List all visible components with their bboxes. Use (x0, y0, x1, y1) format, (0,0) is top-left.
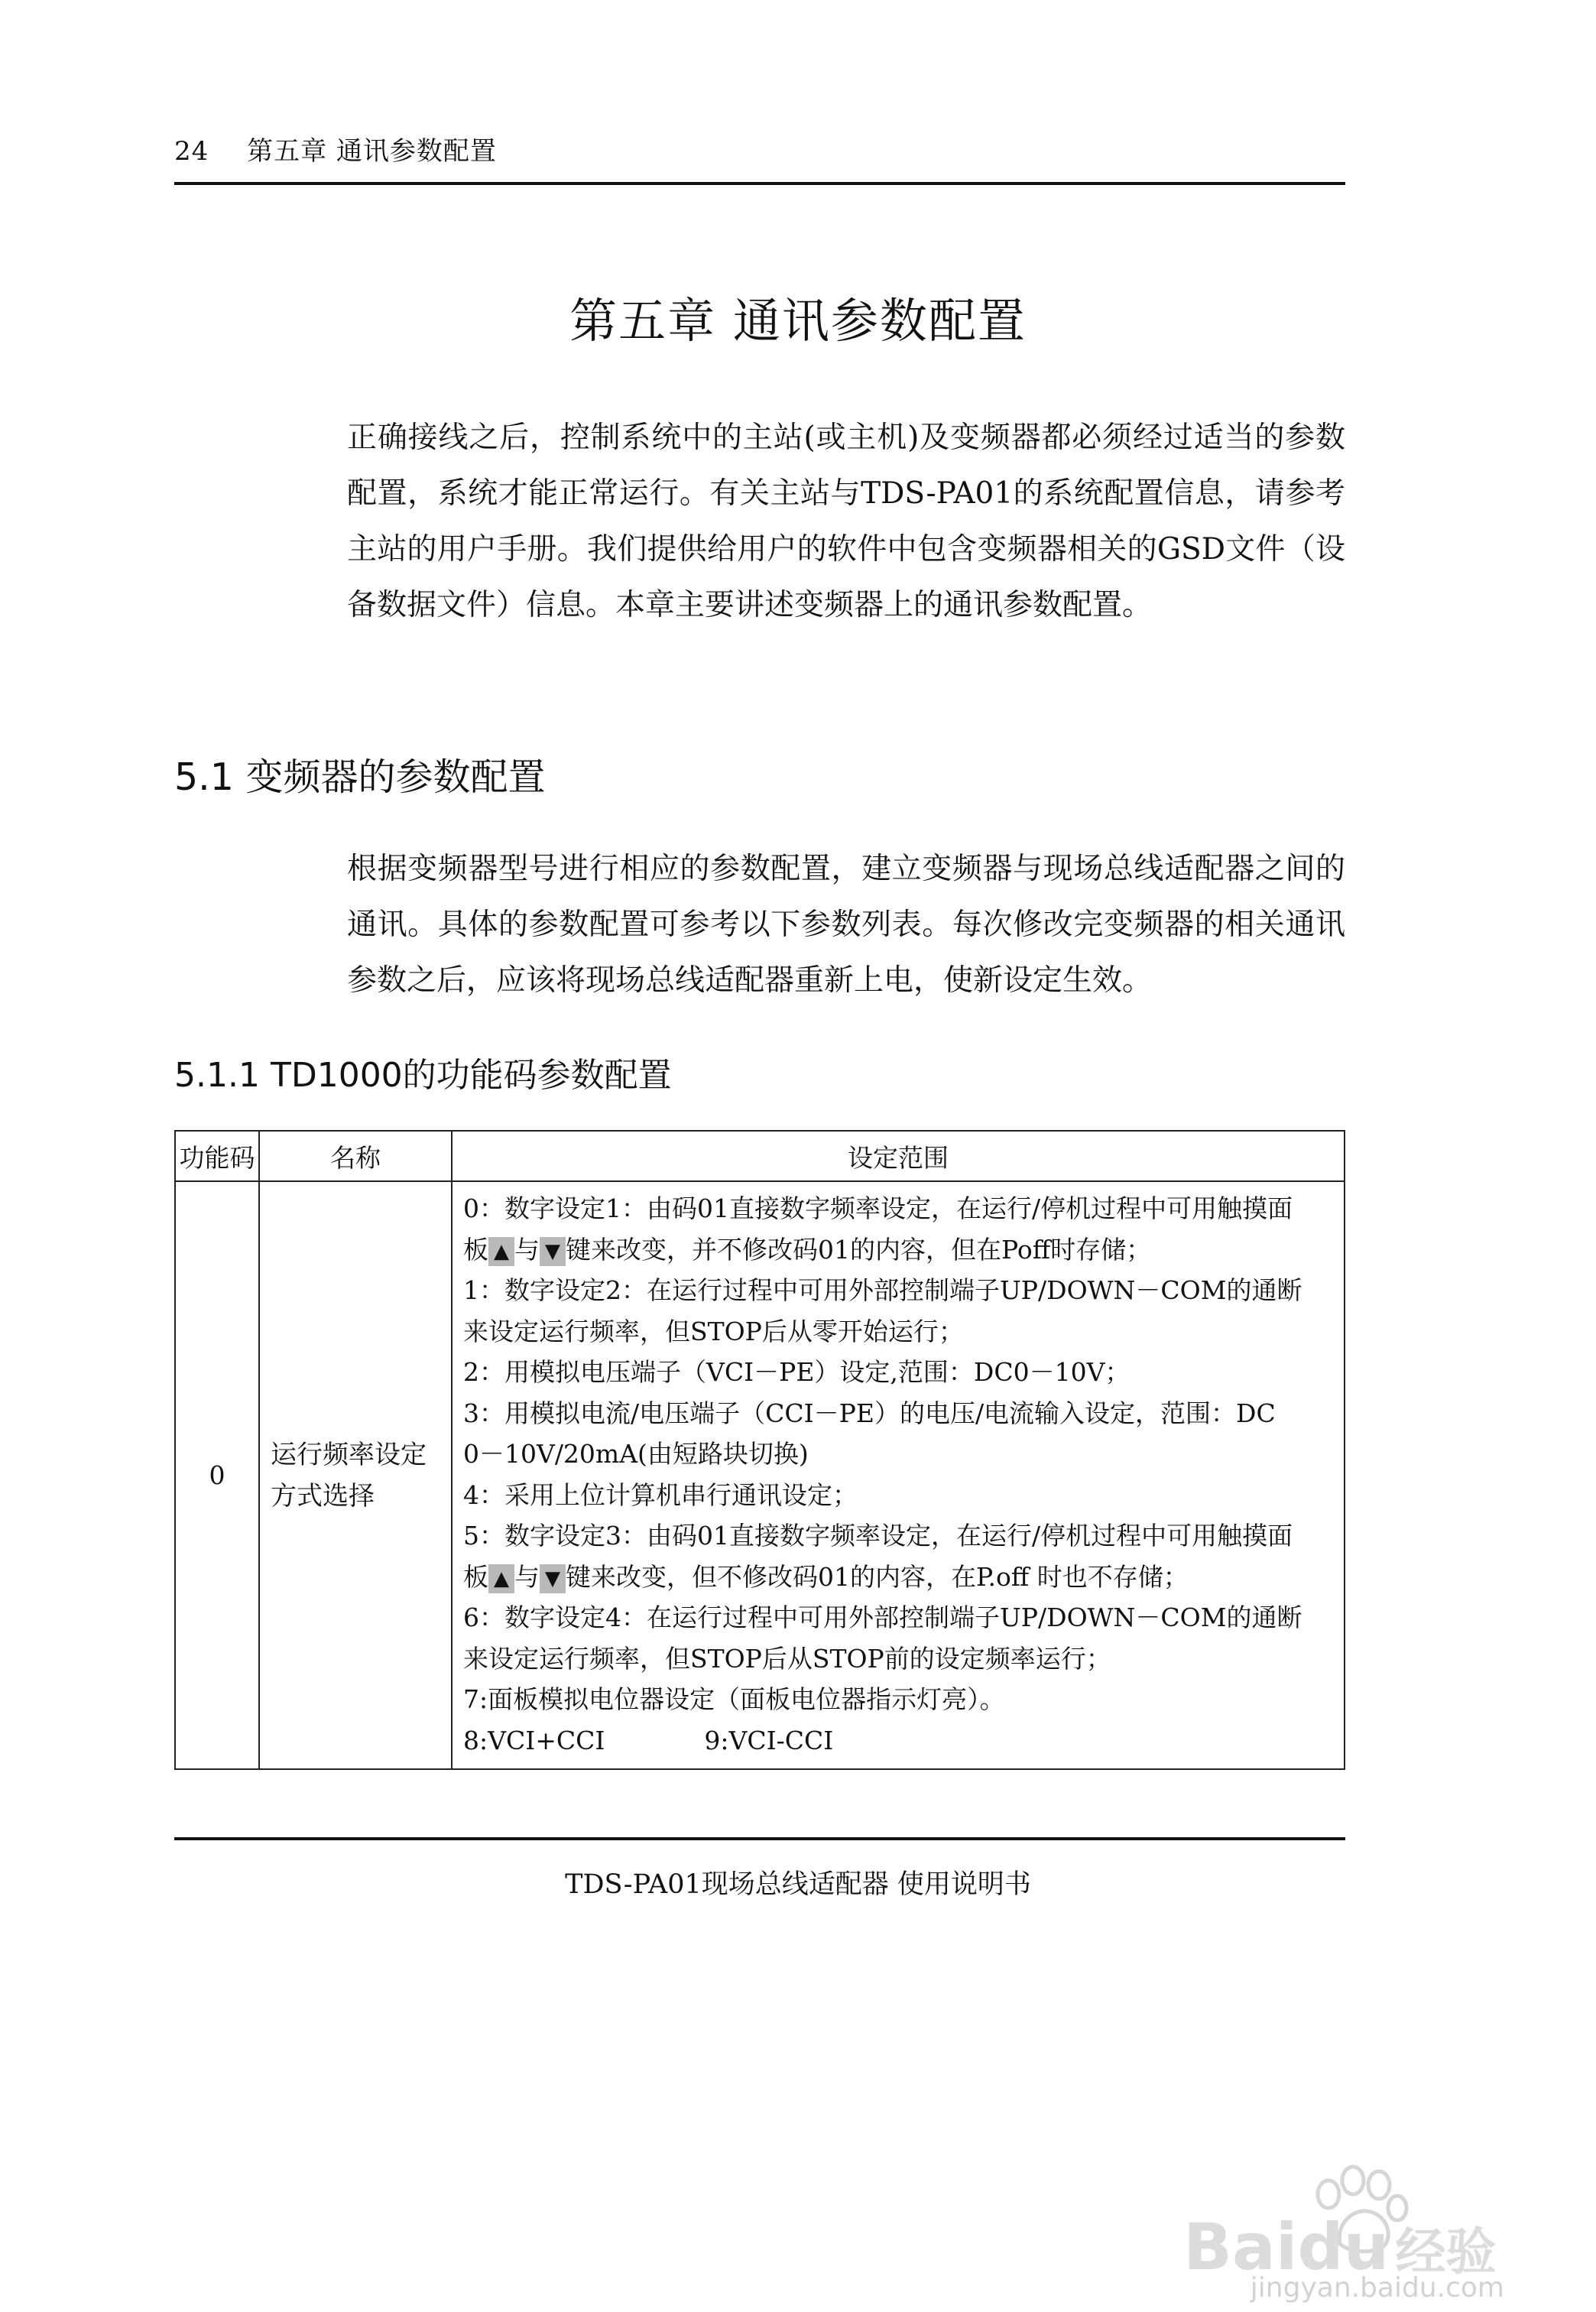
header-rule (174, 182, 1345, 185)
range-line: 3：用模拟电流/电压端子（CCI－PE）的电压/电流输入设定，范围：DC (463, 1398, 1276, 1428)
range-line: 板 ▲ 与 ▼ 键来改变，但不修改码01的内容，在P.off 时也不存储； (463, 1561, 1189, 1592)
range-line: 2：用模拟电压端子（VCI－PE）设定,范围：DC0－10V； (463, 1357, 1130, 1387)
range-line: 来设定运行频率，但STOP后从STOP前的设定频率运行； (463, 1643, 1111, 1674)
section-5-1-1-title: 5.1.1 TD1000的功能码参数配置 (174, 1056, 672, 1095)
down-arrow-key-icon: ▼ (540, 1564, 566, 1593)
header-name: 名称 (259, 1131, 452, 1181)
chapter-title: 第五章 通讯参数配置 (569, 293, 1027, 349)
baidu-watermark (1183, 2171, 1504, 2309)
range-line: 1：数字设定2：在运行过程中可用外部控制端子UP/DOWN－COM的通断 (463, 1275, 1302, 1305)
watermark-brand: Baidu 经验 (1183, 2210, 1497, 2284)
down-arrow-key-icon: ▼ (540, 1237, 566, 1266)
cell-name: 运行频率设定方式选择 (259, 1181, 452, 1769)
parameter-table (174, 1130, 1345, 1770)
footer-text: TDS-PA01现场总线适配器 使用说明书 (565, 1869, 1031, 1900)
range-line: 7:面板模拟电位器设定（面板电位器指示灯亮）。 (463, 1684, 1005, 1714)
running-header (174, 130, 497, 167)
range-line: 板 ▲ 与 ▼ 键来改变，并不修改码01的内容，但在Poff时存储； (463, 1234, 1152, 1265)
range-line: 0－10V/20mA(由短路块切换) (463, 1439, 809, 1469)
header-range: 设定范围 (452, 1131, 1345, 1181)
table-row (175, 1181, 1345, 1769)
range-line: 来设定运行频率，但STOP后从零开始运行； (463, 1316, 964, 1346)
range-line: 5：数字设定3：由码01直接数字频率设定，在运行/停机过程中可用触摸面 (463, 1521, 1293, 1551)
up-arrow-key-icon: ▲ (488, 1237, 514, 1266)
intro-paragraph: 正确接线之后，控制系统中的主站(或主机)及变频器都必须经过适当的参数配置，系统才能正常运行。有关主站与TDS-PA01的系统配置信息，请参考主站的用户手册。我们提供给用户的软件中包含变频器相关的GSD文件（设备数据文件）信息。本章主要讲述变频器上的通讯参数配置。 (347, 421, 1345, 622)
range-line: 8:VCI+CCI 9:VCI-CCI (463, 1725, 834, 1755)
up-arrow-key-icon: ▲ (488, 1564, 514, 1593)
cell-range (452, 1181, 1345, 1769)
page-number: 24 (174, 136, 209, 167)
section-5-1-paragraph: 根据变频器型号进行相应的参数配置，建立变频器与现场总线适配器之间的通讯。具体的参数配置可参考以下参数列表。每次修改完变频器的相关通讯参数之后，应该将现场总线适配器重新上电，使新设定生效。 (347, 852, 1345, 998)
running-header-chapter: 第五章 通讯参数配置 (247, 136, 497, 167)
footer-rule (174, 1837, 1345, 1840)
cell-code: 0 (175, 1181, 259, 1769)
table-header-row (175, 1131, 1345, 1181)
range-line: 0：数字设定1：由码01直接数字频率设定，在运行/停机过程中可用触摸面 (463, 1193, 1293, 1223)
section-5-1-title: 5.1 变频器的参数配置 (174, 755, 546, 799)
watermark-url: jingyan.baidu.com (1250, 2272, 1504, 2304)
range-line: 4：采用上位计算机串行通讯设定； (463, 1479, 858, 1510)
header-code: 功能码 (175, 1131, 259, 1181)
range-line: 6：数字设定4：在运行过程中可用外部控制端子UP/DOWN－COM的通断 (463, 1602, 1302, 1632)
